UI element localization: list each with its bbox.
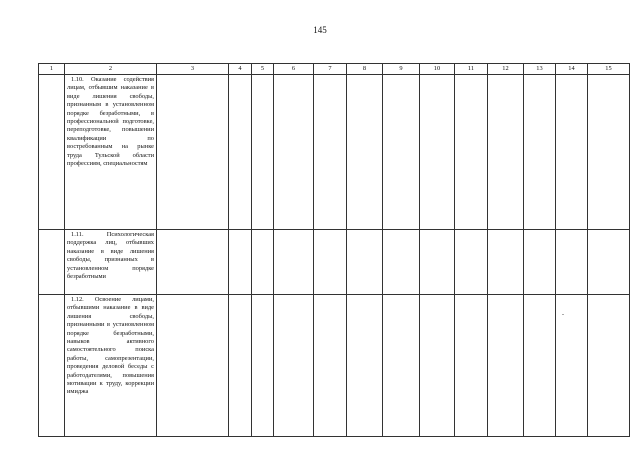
table-cell <box>157 230 229 295</box>
table-cell <box>314 75 347 230</box>
column-header-4: 4 <box>229 64 252 75</box>
table-cell <box>524 75 556 230</box>
table-cell <box>314 230 347 295</box>
table-cell <box>39 230 65 295</box>
table-cell <box>524 295 556 437</box>
column-header-5: 5 <box>252 64 274 75</box>
table-cell <box>314 295 347 437</box>
table-cell <box>488 295 524 437</box>
table-cell <box>252 75 274 230</box>
table-row <box>39 75 630 230</box>
table-cell <box>556 295 588 437</box>
program-table-container <box>38 63 630 437</box>
table-cell <box>420 230 455 295</box>
table-cell <box>39 295 65 437</box>
table-cell <box>383 75 420 230</box>
activity-text: 1.11. Психологическая поддержка лиц, отбывших наказание в виде лишения свободы, признанных в установленном порядке безработными <box>67 231 154 281</box>
column-header-8: 8 <box>347 64 383 75</box>
table-cell-activity <box>65 295 157 437</box>
column-header-6: 6 <box>274 64 314 75</box>
table-cell <box>588 230 630 295</box>
column-header-9: 9 <box>383 64 420 75</box>
column-header-14: 14 <box>556 64 588 75</box>
table-cell <box>524 230 556 295</box>
column-header-11: 11 <box>455 64 488 75</box>
table-cell <box>455 75 488 230</box>
table-cell <box>383 295 420 437</box>
table-cell <box>229 230 252 295</box>
table-cell <box>157 295 229 437</box>
table-cell <box>229 75 252 230</box>
table-cell <box>274 295 314 437</box>
column-header-10: 10 <box>420 64 455 75</box>
table-cell <box>347 230 383 295</box>
table-cell <box>274 75 314 230</box>
table-cell <box>39 75 65 230</box>
table-cell <box>347 75 383 230</box>
column-header-15: 15 <box>588 64 630 75</box>
table-cell <box>488 75 524 230</box>
table-cell <box>556 75 588 230</box>
table-cell <box>252 230 274 295</box>
table-cell <box>252 295 274 437</box>
table-cell <box>455 295 488 437</box>
table-cell <box>588 295 630 437</box>
table-cell-activity <box>65 230 157 295</box>
table-cell <box>383 230 420 295</box>
column-header-12: 12 <box>488 64 524 75</box>
column-number-row <box>39 64 630 75</box>
table-cell <box>229 295 252 437</box>
column-header-13: 13 <box>524 64 556 75</box>
table-cell <box>420 295 455 437</box>
activity-text: 1.10. Оказание содействия лицам, отбывшим наказание в виде лишения свободы, признанным в установленном порядке безработными, в профессиональной подготовке, переподготовке, повышении квалификации по востребованным на рынке труда Тульской области профессиям, специальностям <box>67 76 154 168</box>
table-row <box>39 295 630 437</box>
column-header-2: 2 <box>65 64 157 75</box>
table-cell <box>274 230 314 295</box>
column-header-3: 3 <box>157 64 229 75</box>
table-cell <box>488 230 524 295</box>
dash-mark: - <box>562 312 564 318</box>
column-header-7: 7 <box>314 64 347 75</box>
table-cell <box>157 75 229 230</box>
activity-text: 1.12. Освоение лицами, отбывшими наказание в виде лишения свободы, признанными в установленном порядке безработными, навыков активного самостоятельного поиска работы, самопрезентации, проведения деловой беседы с работодателями, повышения мотивации к труду, коррекции имиджа <box>67 296 154 396</box>
table-cell <box>347 295 383 437</box>
column-header-1: 1 <box>39 64 65 75</box>
table-cell <box>588 75 630 230</box>
table-row <box>39 230 630 295</box>
table-cell <box>455 230 488 295</box>
table-cell <box>556 230 588 295</box>
program-table <box>38 63 630 437</box>
page-number: 145 <box>313 25 327 35</box>
table-cell-activity <box>65 75 157 230</box>
table-cell <box>420 75 455 230</box>
